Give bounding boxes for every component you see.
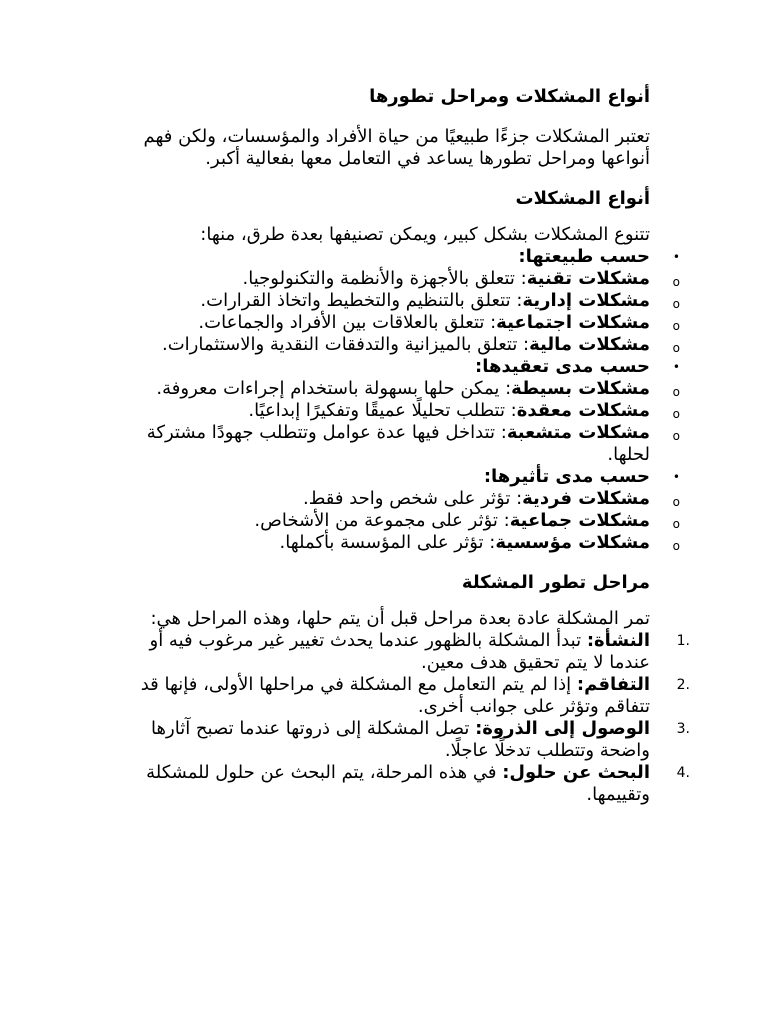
page-title: أنواع المشكلات ومراحل تطورها bbox=[369, 86, 650, 107]
stage-number: 4. bbox=[676, 765, 690, 781]
group-label: حسب مدى تأثيرها: bbox=[483, 466, 650, 487]
circle-bullet-icon: o bbox=[672, 275, 680, 289]
stages-list bbox=[120, 630, 690, 806]
stages-heading: مراحل تطور المشكلة bbox=[461, 572, 650, 593]
group-complexity bbox=[120, 356, 680, 466]
stage-term: التفاقم: bbox=[576, 674, 650, 695]
item-desc: : تؤثر على المؤسسة بأكملها. bbox=[279, 532, 496, 553]
list-item bbox=[120, 488, 680, 510]
stage-number: 3. bbox=[676, 721, 690, 737]
circle-bullet-icon: o bbox=[672, 517, 680, 531]
item-desc: : تتعلق بالعلاقات بين الأفراد والجماعات. bbox=[198, 312, 497, 333]
item-term: مشكلات مالية bbox=[529, 334, 650, 355]
stage-desc: في هذه المرحلة، يتم البحث عن حلول للمشكلة وتقييمها. bbox=[146, 762, 650, 805]
item-desc: : تتطلب تحليلًا عميقًا وتفكيرًا إبداعيًا. bbox=[248, 400, 517, 421]
stage-desc: إذا لم يتم التعامل مع المشكلة في مراحلها الأولى، فإنها قد تتفاقم وتؤثر على جوانب أخرى. bbox=[140, 674, 650, 717]
item-term: مشكلات تقنية bbox=[526, 268, 650, 289]
item-desc: : يمكن حلها بسهولة باستخدام إجراءات معروفة. bbox=[156, 378, 512, 399]
stage-term: النشأة: bbox=[586, 630, 650, 651]
group-items bbox=[120, 378, 680, 466]
circle-bullet-icon: o bbox=[672, 429, 680, 443]
item-term: مشكلات مؤسسية bbox=[495, 532, 650, 553]
list-item bbox=[120, 312, 680, 334]
types-groups-list bbox=[120, 246, 680, 554]
circle-bullet-icon: o bbox=[672, 319, 680, 333]
item-term: مشكلات فردية bbox=[522, 488, 650, 509]
circle-bullet-icon: o bbox=[672, 297, 680, 311]
stage-item bbox=[120, 718, 690, 762]
list-item bbox=[120, 422, 680, 466]
stage-desc: تبدأ المشكلة بالظهور عندما يحدث تغيير غير مرغوب فيه أو عندما لا يتم تحقيق هدف معين. bbox=[149, 630, 650, 673]
item-desc: : تتعلق بالتنظيم والتخطيط واتخاذ القرارات. bbox=[200, 290, 523, 311]
group-nature bbox=[120, 246, 680, 356]
item-term: مشكلات متشعبة bbox=[506, 422, 650, 443]
group-label: حسب مدى تعقيدها: bbox=[475, 356, 650, 377]
bullet-icon: • bbox=[672, 250, 680, 264]
stage-term: البحث عن حلول: bbox=[502, 762, 650, 783]
stage-item bbox=[120, 630, 690, 674]
stage-term: الوصول إلى الذروة: bbox=[475, 718, 650, 739]
document-body bbox=[120, 82, 690, 806]
stage-item bbox=[120, 674, 690, 718]
circle-bullet-icon: o bbox=[672, 407, 680, 421]
list-item bbox=[120, 400, 680, 422]
stage-number: 2. bbox=[676, 677, 690, 693]
item-term: مشكلات معقدة bbox=[516, 400, 650, 421]
list-item bbox=[120, 532, 680, 554]
list-item bbox=[120, 334, 680, 356]
group-label: حسب طبيعتها: bbox=[518, 246, 650, 267]
item-desc: : تتداخل فيها عدة عوامل وتتطلب جهودًا مشتركة لحلها. bbox=[146, 422, 650, 465]
stages-lead: تمر المشكلة عادة بعدة مراحل قبل أن يتم حلها، وهذه المراحل هي: bbox=[150, 608, 650, 629]
item-desc: : تؤثر على شخص واحد فقط. bbox=[302, 488, 523, 509]
item-desc: : تتعلق بالأجهزة والأنظمة والتكنولوجيا. bbox=[242, 268, 527, 289]
stage-desc: تصل المشكلة إلى ذروتها عندما تصبح آثارها واضحة وتتطلب تدخلًا عاجلًا. bbox=[151, 718, 650, 761]
bullet-icon: • bbox=[672, 360, 680, 374]
group-impact bbox=[120, 466, 680, 554]
group-items bbox=[120, 488, 680, 554]
circle-bullet-icon: o bbox=[672, 495, 680, 509]
bullet-icon: • bbox=[672, 470, 680, 484]
item-desc: : تتعلق بالميزانية والتدفقات النقدية والاستثمارات. bbox=[162, 334, 530, 355]
intro-paragraph: تعتبر المشكلات جزءًا طبيعيًا من حياة الأفراد والمؤسسات، ولكن فهم أنواعها ومراحل تطورها يساعد في التعامل معها بفعالية أكبر. bbox=[143, 126, 650, 169]
circle-bullet-icon: o bbox=[672, 341, 680, 355]
item-term: مشكلات جماعية bbox=[509, 510, 650, 531]
item-desc: : تؤثر على مجموعة من الأشخاص. bbox=[254, 510, 510, 531]
types-heading: أنواع المشكلات bbox=[515, 188, 650, 209]
group-items bbox=[120, 268, 680, 356]
stage-item bbox=[120, 762, 690, 806]
list-item bbox=[120, 290, 680, 312]
types-lead: تتنوع المشكلات بشكل كبير، ويمكن تصنيفها بعدة طرق، منها: bbox=[200, 224, 650, 245]
circle-bullet-icon: o bbox=[672, 385, 680, 399]
stage-number: 1. bbox=[676, 633, 690, 649]
list-item bbox=[120, 510, 680, 532]
item-term: مشكلات بسيطة bbox=[511, 378, 650, 399]
list-item bbox=[120, 378, 680, 400]
item-term: مشكلات اجتماعية bbox=[496, 312, 650, 333]
item-term: مشكلات إدارية bbox=[522, 290, 650, 311]
list-item bbox=[120, 268, 680, 290]
circle-bullet-icon: o bbox=[672, 539, 680, 553]
